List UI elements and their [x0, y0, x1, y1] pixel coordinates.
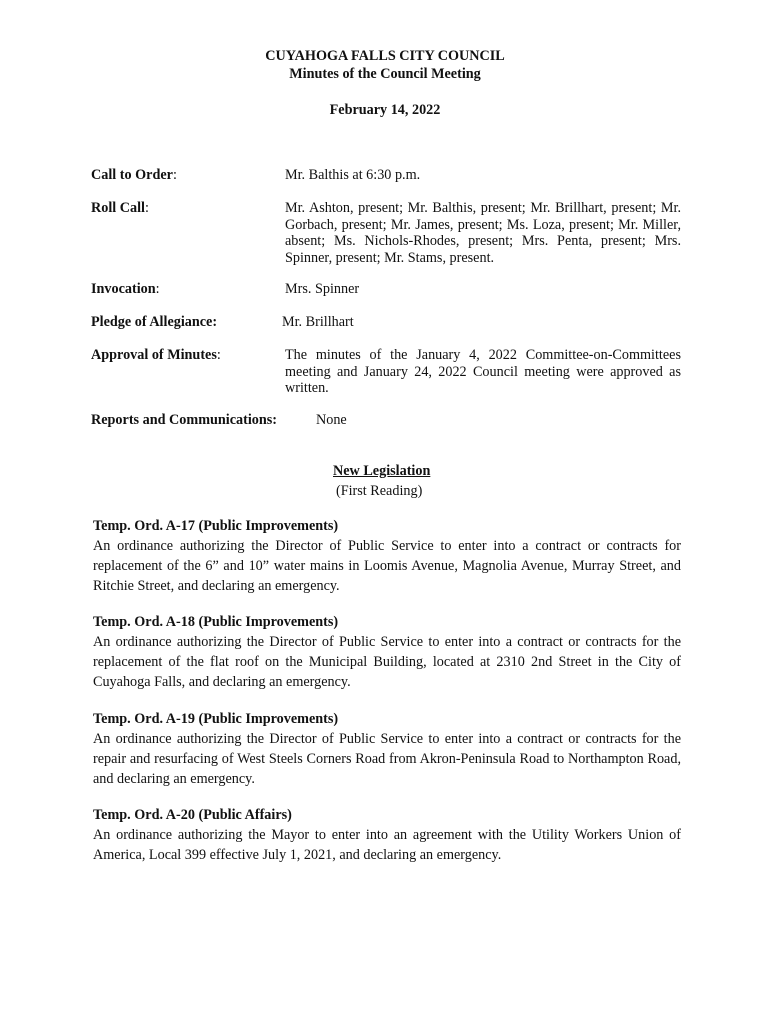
new-legislation-heading: New Legislation	[333, 463, 431, 479]
approval-value: The minutes of the January 4, 2022 Committee-on-Committees meeting and January 24, 2022 Council meeting were approved as written.	[285, 347, 681, 396]
roll-call-label: Roll Call:	[91, 200, 149, 216]
ordinance-body: An ordinance authorizing the Director of Public Service to enter into a contract or contracts for replacement of the 6” and 10” water mains in Loomis Avenue, Magnolia Avenue, Murray Street, and Ritchie Street, and declaring an emergency.	[93, 538, 681, 594]
reports-value: None	[316, 412, 347, 428]
pledge-label: Pledge of Allegiance:	[91, 314, 218, 330]
approval-label: Approval of Minutes:	[91, 347, 221, 363]
document-subtitle: Minutes of the Council Meeting	[289, 66, 481, 82]
ordinance-title: Temp. Ord. A-17 (Public Improvements)	[93, 518, 339, 534]
council-name: CUYAHOGA FALLS CITY COUNCIL	[265, 48, 505, 64]
ordinance-title: Temp. Ord. A-18 (Public Improvements)	[93, 614, 339, 630]
ordinance-item	[93, 805, 681, 865]
meeting-date: February 14, 2022	[329, 102, 441, 118]
ordinance-item	[93, 612, 681, 692]
reports-label: Reports and Communications:	[91, 412, 278, 428]
ordinance-item	[93, 516, 681, 596]
roll-call-value: Mr. Ashton, present; Mr. Balthis, present; Mr. Brillhart, present; Mr. Gorbach, present; Mr. James, present; Ms. Loza, present; Mr. Miller, absent; Ms. Nichols-Rhodes, present; Mrs. Penta, present; Mrs. Spinner, present; Mr. Stams, present.	[285, 200, 681, 266]
call-to-order-label: Call to Order:	[91, 167, 177, 183]
ordinance-body: An ordinance authorizing the Director of Public Service to enter into a contract or contracts for the repair and resurfacing of West Steels Corners Road from Akron-Peninsula Road to Northampton Road, and declaring an emergency.	[93, 731, 681, 787]
first-reading-subheading: (First Reading)	[336, 483, 423, 499]
invocation-value: Mrs. Spinner	[285, 281, 360, 297]
ordinance-title: Temp. Ord. A-19 (Public Improvements)	[93, 711, 339, 727]
ordinance-body: An ordinance authorizing the Director of Public Service to enter into a contract or contracts for the replacement of the flat roof on the Municipal Building, located at 2310 2nd Street in the City of Cuyahoga Falls, and declaring an emergency.	[93, 634, 681, 690]
ordinance-body: An ordinance authorizing the Mayor to enter into an agreement with the Utility Workers Union of America, Local 399 effective July 1, 2021, and declaring an emergency.	[93, 827, 681, 863]
call-to-order-value: Mr. Balthis at 6:30 p.m.	[285, 167, 421, 183]
invocation-label: Invocation:	[91, 281, 160, 297]
ordinance-title: Temp. Ord. A-20 (Public Affairs)	[93, 807, 292, 823]
pledge-value: Mr. Brillhart	[282, 314, 354, 330]
ordinance-item	[93, 709, 681, 789]
